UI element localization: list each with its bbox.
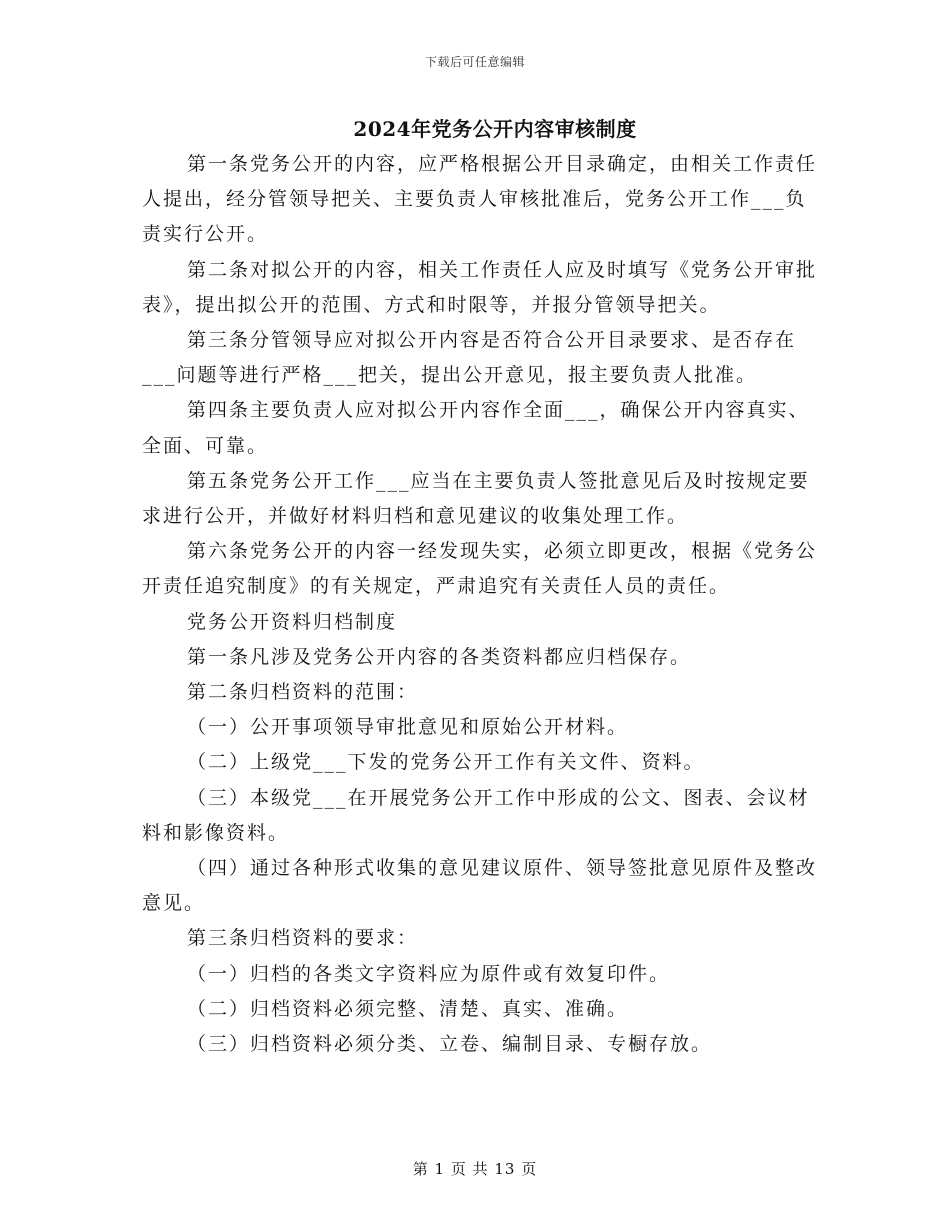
section-heading: 党务公开资料归档制度: [187, 610, 398, 633]
paragraph: 第一条凡涉及党务公开内容的各类资料都应归档保存。: [187, 645, 692, 668]
paragraph: 第六条党务公开的内容一经发现失实，必须立即更改，根据《党务公开责任追究制度》的有关规定，严肃追究有关责任人员的责任。: [142, 540, 818, 598]
list-item: （一）归档的各类文字资料应为原件或有效复印件。: [187, 962, 671, 985]
header-note: 下载后可任意编辑: [424, 55, 525, 69]
paragraph: 第二条对拟公开的内容，相关工作责任人应及时填写《党务公开审批表》，提出拟公开的范围、方式和时限等，并报分管领导把关。: [142, 258, 818, 316]
paragraph: 第一条党务公开的内容，应严格根据公开目录确定，由相关工作责任人提出，经分管领导把关、主要负责人审核批准后，党务公开工作___负责实行公开。: [142, 153, 818, 246]
list-item: （四）通过各种形式收集的意见建议原件、领导签批意见原件及整改意见。: [142, 857, 818, 915]
list-item: （三）本级党___在开展党务公开工作中形成的公文、图表、会议材料和影像资料。: [142, 786, 810, 844]
page-indicator: 第 1 页 共 13 页: [412, 1160, 538, 1178]
paragraph: 第四条主要负责人应对拟公开内容作全面___，确保公开内容真实、全面、可靠。: [142, 399, 810, 457]
paragraph: 第五条党务公开工作___应当在主要负责人签批意见后及时按规定要求进行公开，并做好材料归档和意见建议的收集处理工作。: [142, 469, 810, 528]
document-body: [142, 147, 824, 1062]
document-title: 2024年党务公开内容审核制度: [353, 117, 637, 141]
list-item: （二）归档资料必须完整、清楚、真实、准确。: [187, 997, 629, 1020]
paragraph: 第三条归档资料的要求：: [187, 927, 419, 950]
list-item: （一）公开事项领导审批意见和原始公开材料。: [187, 716, 629, 739]
list-item: （三）归档资料必须分类、立卷、编制目录、专橱存放。: [187, 1033, 713, 1056]
paragraph: 第三条分管领导应对拟公开内容是否符合公开目录要求、是否存在___问题等进行严格___把关，提出公开意见，报主要负责人批准。: [142, 329, 797, 387]
paragraph: 第二条归档资料的范围：: [187, 681, 419, 704]
list-item: （二）上级党___下发的党务公开工作有关文件、资料。: [187, 751, 705, 774]
